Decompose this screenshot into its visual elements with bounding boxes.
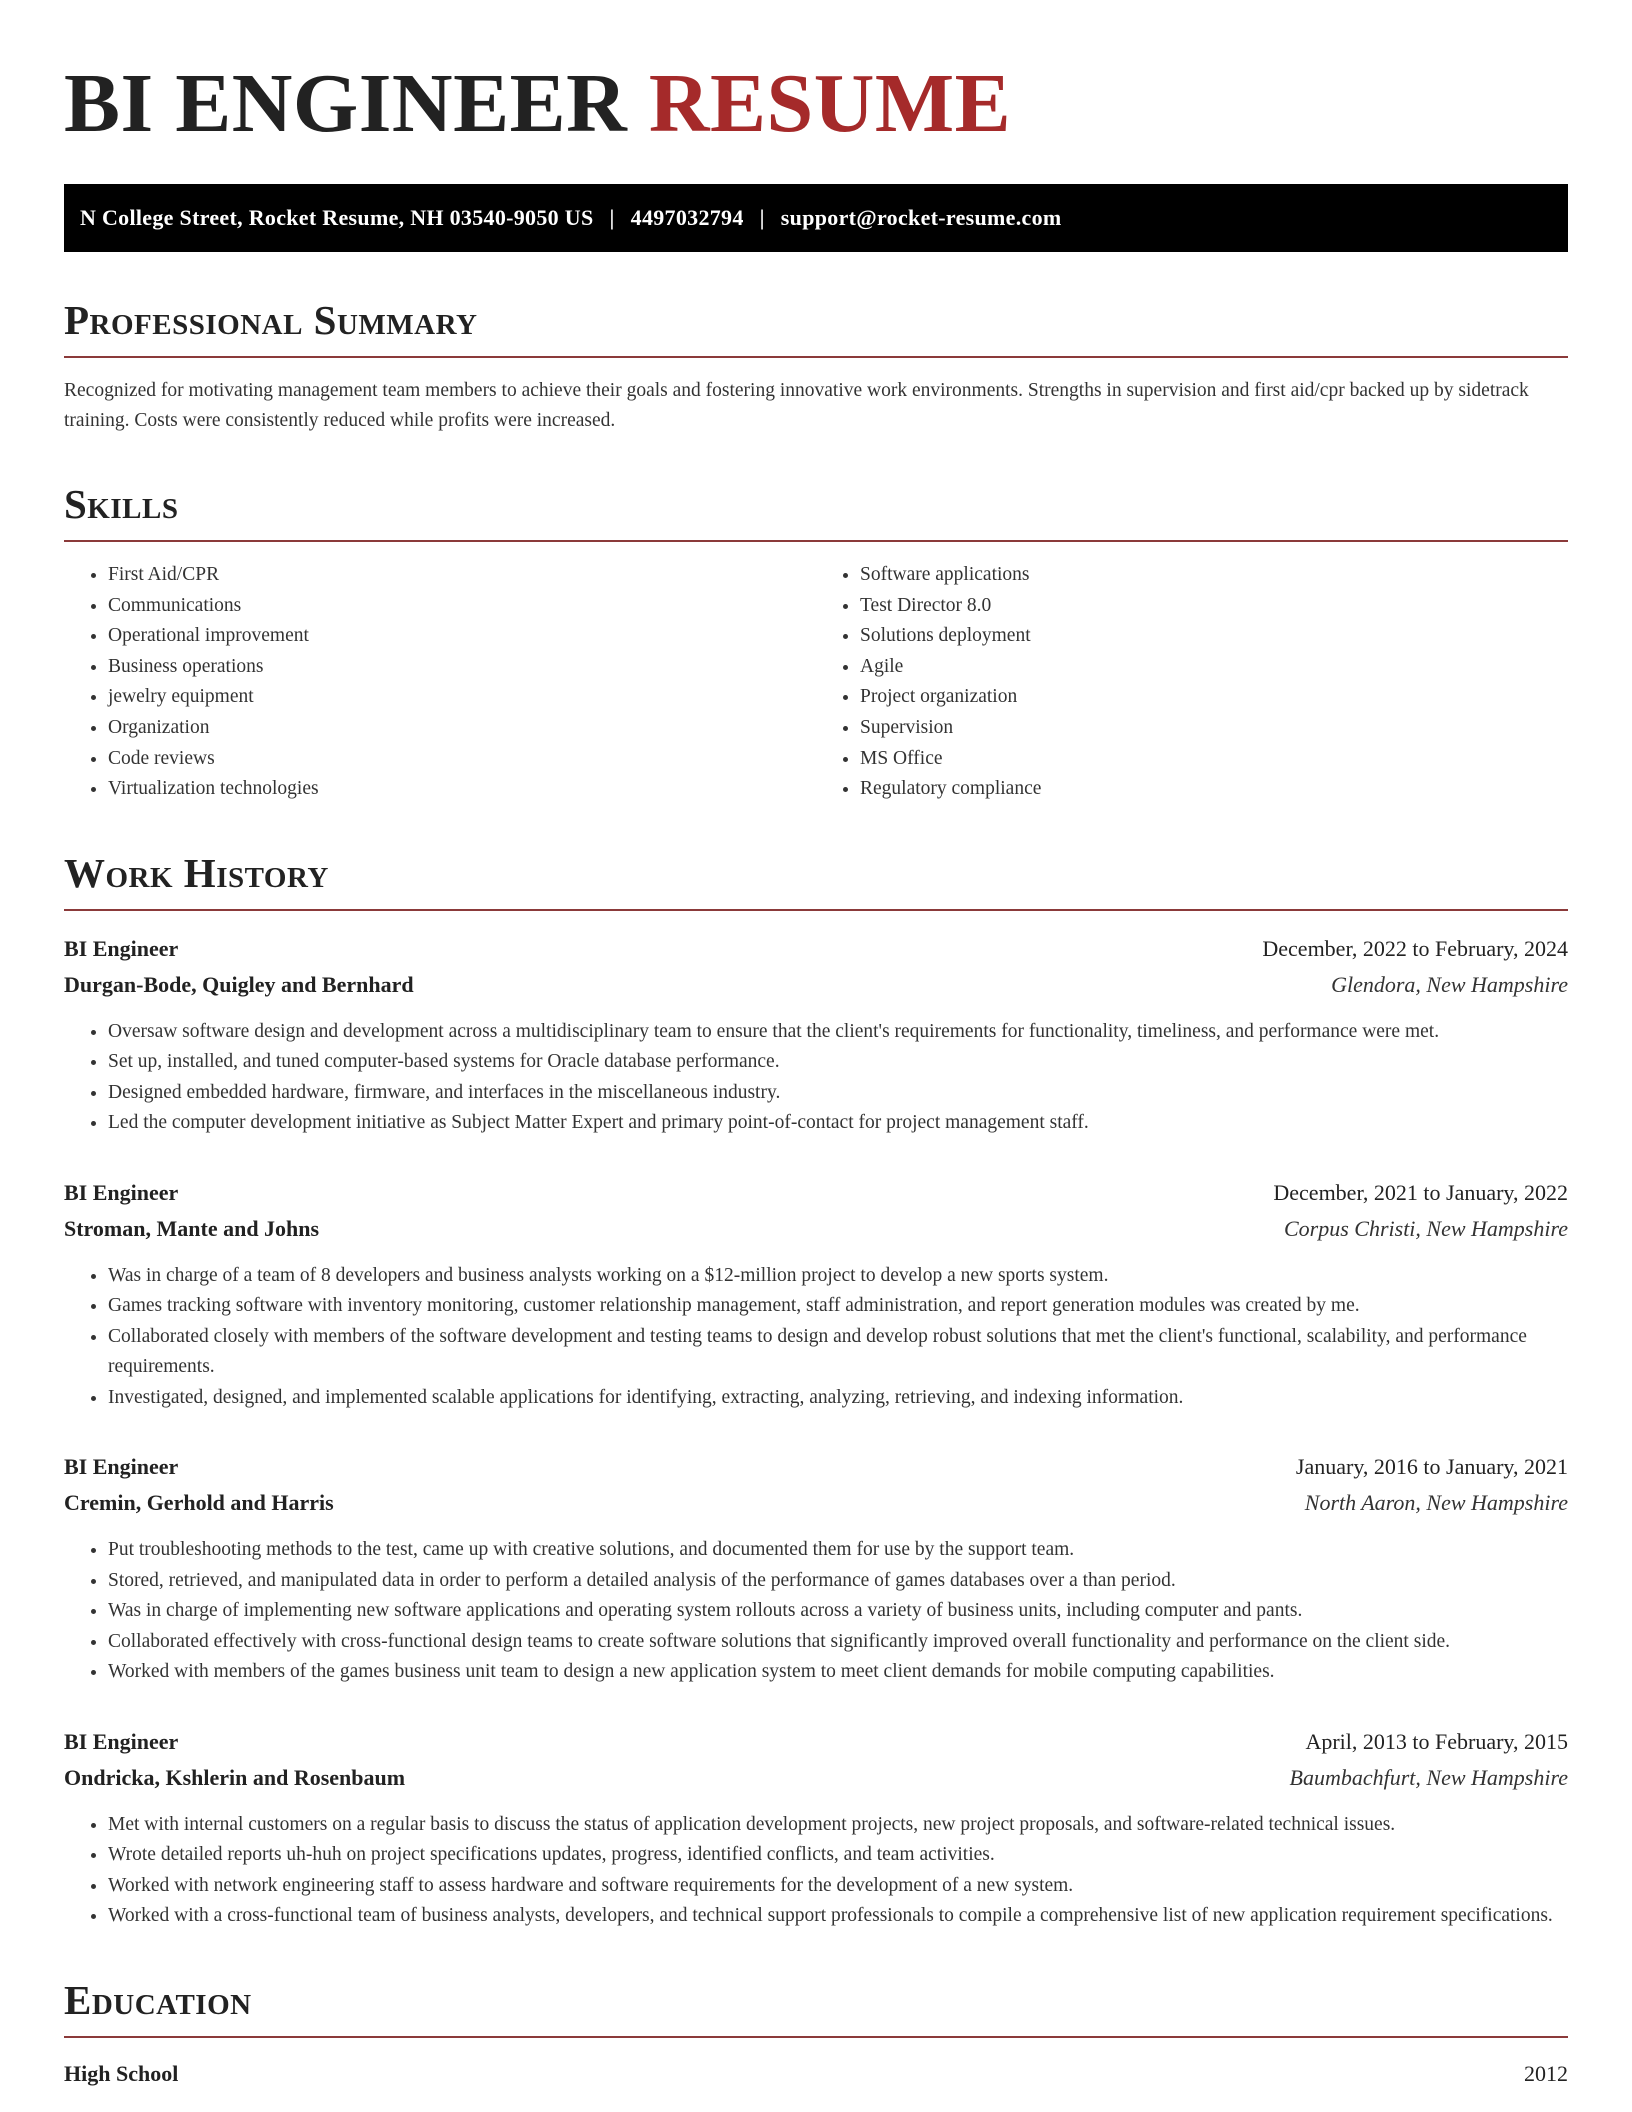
skill-item: • Business operations xyxy=(108,652,816,683)
contact-address: N College Street, Rocket Resume, NH 03540-9050 US xyxy=(80,205,594,230)
contact-separator: | xyxy=(759,205,765,230)
job-dates: December, 2021 to January, 2022 xyxy=(1273,1179,1568,1205)
skills-right-column xyxy=(816,560,1568,805)
job-dates: April, 2013 to February, 2015 xyxy=(1305,1728,1568,1754)
job-bullets xyxy=(64,1017,1568,1139)
job-company-row xyxy=(64,1211,1568,1247)
job-bullet: • Games tracking software with inventory monitoring, customer relationship management, staff administration, and report generation modules was created by me. xyxy=(108,1291,1568,1322)
job-bullets xyxy=(64,1261,1568,1414)
job-bullet: • Investigated, designed, and implemented scalable applications for identifying, extracting, analyzing, retrieving, and indexing information. xyxy=(108,1383,1568,1414)
job-location: North Aaron, New Hampshire xyxy=(1304,1490,1568,1516)
job-bullets xyxy=(64,1810,1568,1932)
title-accent: RESUME xyxy=(648,57,1012,150)
job-title: BI Engineer xyxy=(64,1454,179,1480)
skill-item: • Virtualization technologies xyxy=(108,774,816,805)
job-entry xyxy=(64,931,1568,1139)
job-bullet: • Stored, retrieved, and manipulated data in order to perform a detailed analysis of the performance of games databases over a than period. xyxy=(108,1566,1568,1597)
contact-bar xyxy=(64,184,1568,252)
education-year: 2012 xyxy=(1524,2060,1568,2086)
job-title: BI Engineer xyxy=(64,1728,179,1754)
summary-text: Recognized for motivating management team members to achieve their goals and fostering innovative work environments. Strengths in supervision and first aid/cpr backed up by sidetrack training. Costs were consistently reduced while profits were increased. xyxy=(64,380,1529,431)
job-entry xyxy=(64,1175,1568,1414)
job-bullet: • Worked with a cross-functional team of business analysts, developers, and technical support professionals to compile a comprehensive list of new application requirement specifications. xyxy=(108,1901,1568,1932)
job-bullet: • Was in charge of implementing new software applications and operating system rollouts across a variety of business units, including computer and pants. xyxy=(108,1596,1568,1627)
job-bullet: • Wrote detailed reports uh-huh on project specifications updates, progress, identified conflicts, and team activities. xyxy=(108,1840,1568,1871)
job-location: Glendora, New Hampshire xyxy=(1331,971,1568,997)
job-header-row xyxy=(64,1724,1568,1760)
skill-item: • Organization xyxy=(108,713,816,744)
job-bullet: • Collaborated effectively with cross-functional design teams to create software solutions that significantly improved overall functionality and performance on the client side. xyxy=(108,1627,1568,1658)
title-main: BI ENGINEER xyxy=(64,57,628,150)
section-divider xyxy=(64,2036,1568,2038)
skill-item: • Code reviews xyxy=(108,744,816,775)
job-title: BI Engineer xyxy=(64,935,179,961)
job-bullet: • Worked with members of the games business unit team to design a new application system to meet client demands for mobile computing capabilities. xyxy=(108,1657,1568,1688)
skill-item: • Solutions deployment xyxy=(860,621,1568,652)
summary-section xyxy=(64,296,1568,436)
job-bullets xyxy=(64,1535,1568,1688)
skill-item: • Agile xyxy=(860,652,1568,683)
job-bullet: • Designed embedded hardware, firmware, and interfaces in the miscellaneous industry. xyxy=(108,1078,1568,1109)
job-company-row xyxy=(64,967,1568,1003)
skills-section xyxy=(64,480,1568,805)
education-entry xyxy=(64,2056,1568,2092)
job-company: Ondricka, Kshlerin and Rosenbaum xyxy=(64,1764,406,1790)
section-divider xyxy=(64,356,1568,358)
job-company-row xyxy=(64,1760,1568,1796)
job-bullet: • Worked with network engineering staff to assess hardware and software requirements for the development of a new system. xyxy=(108,1871,1568,1902)
job-bullet: • Was in charge of a team of 8 developers and business analysts working on a $12-million project to develop a new sports system. xyxy=(108,1261,1568,1292)
job-company: Stroman, Mante and Johns xyxy=(64,1215,320,1241)
job-title: BI Engineer xyxy=(64,1179,179,1205)
job-entry xyxy=(64,1724,1568,1932)
job-bullet: • Met with internal customers on a regular basis to discuss the status of application development projects, new project proposals, and software-related technical issues. xyxy=(108,1810,1568,1841)
section-divider xyxy=(64,909,1568,911)
education-heading: Education xyxy=(64,1976,252,2023)
contact-email: support@rocket-resume.com xyxy=(780,205,1062,230)
skill-item: • Test Director 8.0 xyxy=(860,591,1568,622)
job-header-row xyxy=(64,1449,1568,1485)
job-entry xyxy=(64,1449,1568,1688)
skill-item: • Supervision xyxy=(860,713,1568,744)
job-header-row xyxy=(64,931,1568,967)
education-degree: High School xyxy=(64,2060,179,2086)
skills-heading: Skills xyxy=(64,481,179,527)
skill-item: • Communications xyxy=(108,591,816,622)
skill-item: • Operational improvement xyxy=(108,621,816,652)
section-divider xyxy=(64,540,1568,542)
work-history-section xyxy=(64,849,1568,1932)
job-dates: January, 2016 to January, 2021 xyxy=(1295,1454,1568,1480)
job-bullet: • Collaborated closely with members of the software development and testing teams to design and develop robust solutions that met the client's functional, scalability, and performance requirements. xyxy=(108,1322,1568,1383)
skill-item: • Software applications xyxy=(860,560,1568,591)
education-section xyxy=(64,1976,1568,2092)
job-dates: December, 2022 to February, 2024 xyxy=(1262,935,1568,961)
job-company: Cremin, Gerhold and Harris xyxy=(64,1490,334,1516)
skills-left-column xyxy=(64,560,816,805)
job-company: Durgan-Bode, Quigley and Bernhard xyxy=(64,971,414,997)
job-location: Corpus Christi, New Hampshire xyxy=(1283,1215,1568,1241)
skill-item: • MS Office xyxy=(860,744,1568,775)
contact-phone: 4497032794 xyxy=(630,205,744,230)
skill-item: • Project organization xyxy=(860,682,1568,713)
job-bullet: • Put troubleshooting methods to the test, came up with creative solutions, and documented them for use by the support team. xyxy=(108,1535,1568,1566)
summary-heading: Professional Summary xyxy=(64,297,478,343)
job-bullet: • Led the computer development initiative as Subject Matter Expert and primary point-of-contact for project management staff. xyxy=(108,1108,1568,1139)
job-company-row xyxy=(64,1485,1568,1521)
resume-title xyxy=(64,0,1568,150)
work-history-heading: Work History xyxy=(64,849,329,896)
skill-item: • First Aid/CPR xyxy=(108,560,816,591)
skill-item: • Regulatory compliance xyxy=(860,774,1568,805)
job-bullet: • Set up, installed, and tuned computer-based systems for Oracle database performance. xyxy=(108,1047,1568,1078)
job-location: Baumbachfurt, New Hampshire xyxy=(1289,1764,1568,1790)
skill-item: • jewelry equipment xyxy=(108,682,816,713)
skills-grid xyxy=(64,560,1568,805)
contact-separator: | xyxy=(609,205,615,230)
job-header-row xyxy=(64,1175,1568,1211)
job-bullet: • Oversaw software design and development across a multidisciplinary team to ensure that the client's requirements for functionality, timeliness, and performance were met. xyxy=(108,1017,1568,1048)
